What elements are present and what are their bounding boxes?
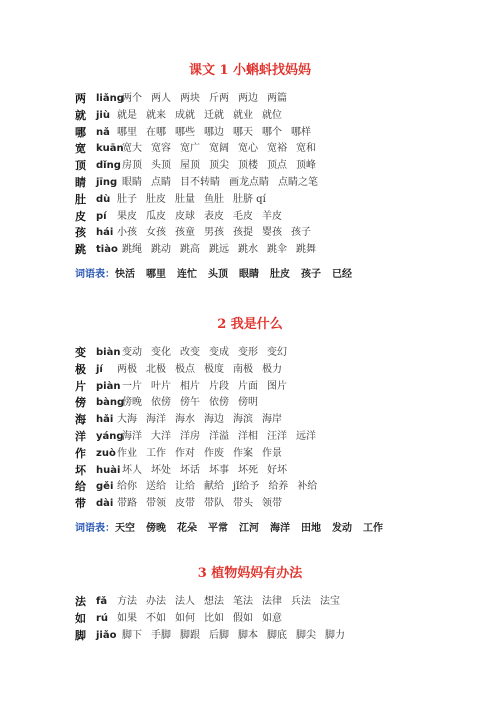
word: 在哪 [146,126,166,138]
word: 比如 [204,612,224,624]
word: 后脚 [209,629,229,641]
word: 兵法 [291,596,311,607]
character: 顶 [75,159,86,173]
word: 哪天 [233,126,253,138]
word: 法律 [262,596,282,607]
word: 带领 [146,498,166,510]
word: 极点 [175,363,195,375]
word: 表皮 [204,210,224,222]
word: 极度 [204,363,224,375]
word: 大海 [117,414,137,426]
vocab-word: 连忙 [177,269,197,280]
word-list [122,463,296,480]
vocab-label: 词语表： [75,269,115,280]
word: 作景 [262,447,282,459]
word-list [117,362,291,379]
word-list [117,479,326,496]
word: 点睛 [151,176,171,188]
word: 宽裕 [267,143,287,155]
word: 献给 [204,481,224,493]
word: 洋相 [238,430,258,442]
word: 如何 [175,612,195,624]
pinyin: dù [96,193,111,205]
word: 肚量 [175,193,195,205]
word: 宽容 [151,143,171,155]
pinyin: jiǎo [96,629,117,641]
word: 头顶 [151,160,171,172]
character: 变 [75,346,86,359]
character-row [0,125,500,142]
pinyin: hǎi [96,414,114,426]
word: 跳高 [180,244,200,256]
word: 不如 [146,612,166,624]
word: 成就 [175,109,195,121]
word: 跳绳 [122,244,142,256]
vocab-word: 江河 [239,523,259,534]
word: 两块 [180,93,200,104]
word-list [117,496,291,513]
character-row [0,611,500,628]
word: 跳水 [238,244,258,256]
character: 孩 [75,226,86,240]
word: 肚皮 [146,193,166,205]
vocab-word: 哪里 [146,269,166,280]
character-row [0,242,500,259]
pinyin: jīng [96,176,118,188]
word: 宽大 [122,143,142,155]
vocab-word: 田地 [301,523,321,534]
pinyin: biàn [96,347,121,358]
word: 孩提 [233,227,253,239]
word: 如意 [262,612,282,624]
word-list [117,611,291,628]
word: 脚本 [238,629,258,641]
word: 鱼肚 [204,193,224,205]
word: 坏处 [151,464,171,476]
word: 脚底 [267,629,287,641]
word: 北极 [146,363,166,375]
word: 就是 [117,109,137,121]
word: 脚力 [325,629,345,641]
word: 目不转睛 [180,176,220,188]
lesson-2 [0,316,500,534]
word-list [122,158,325,175]
vocab-word: 发动 [332,523,352,534]
vocab-word: 孩子 [301,269,321,280]
word: 极力 [262,363,282,375]
word: 带头 [233,498,253,510]
pinyin: dǐng [96,160,121,172]
word: 宽广 [180,143,200,155]
character-row [0,362,500,379]
word-list [117,446,291,463]
character-row [0,345,500,362]
character: 片 [75,379,86,393]
word: 跳伞 [267,244,287,256]
character-list [0,345,500,513]
word: 就位 [262,109,282,121]
word: 大洋 [151,430,171,442]
word: 南极 [233,363,253,375]
word: 毛皮 [233,210,253,222]
character-row [0,628,500,645]
character: 脚 [75,628,86,642]
character-list [0,594,500,644]
character-row [0,158,500,175]
word: 两极 [117,363,137,375]
word: 假如 [233,612,253,624]
word: 宽阔 [209,143,229,155]
word: 远洋 [296,430,316,442]
vocab-word: 天空 [115,523,135,534]
word-list [122,91,296,108]
word: 坏事 [209,464,229,476]
word: 给你 [117,481,137,493]
word: 小孩 [117,227,137,239]
word: 傍晚 [122,397,142,409]
character-row [0,429,500,446]
word: 顶峰 [296,160,316,172]
character-row [0,594,500,611]
character: 宽 [75,142,86,156]
character-row [0,192,500,209]
word-list [122,395,267,412]
word: 肚子 [117,193,137,205]
character-list [0,91,500,259]
word: 皮球 [175,210,195,222]
vocab-label: 词语表： [75,523,115,534]
word-list [122,175,327,192]
word: 点睛之笔 [278,176,318,188]
word: 办法 [146,596,166,607]
pinyin: gěi [96,481,114,493]
vocab-word: 已经 [332,269,352,280]
word: 法宝 [320,596,340,607]
word: 作对 [175,447,195,459]
pinyin: liǎng [96,93,124,104]
word-list [122,429,325,446]
word: 婴孩 [262,227,282,239]
word: 坏话 [180,464,200,476]
word: 海洋 [122,430,142,442]
character-row [0,379,500,396]
character-row [0,412,500,429]
word: 变动 [122,347,142,358]
character: 肚 [75,192,86,206]
word: 两人 [151,93,171,104]
word: 变成 [209,347,229,358]
vocab-word: 工作 [363,523,383,534]
word: 好坏 [267,464,287,476]
word: 叶片 [151,380,171,392]
word: 作废 [204,447,224,459]
character-row [0,108,500,125]
character-row [0,175,500,192]
vocab-word: 头顶 [208,269,228,280]
word: 变化 [151,347,171,358]
word: 两个 [122,93,142,104]
word: 画龙点睛 [229,176,269,188]
word: 宽心 [238,143,258,155]
word-list [122,628,354,645]
word-list [117,192,275,209]
word: 笔法 [233,596,253,607]
word: 肚脐 qí [233,193,266,205]
character: 海 [75,413,86,427]
word: 让给 [175,481,195,493]
word: 就业 [233,109,253,121]
word: 海岸 [262,414,282,426]
word-list [117,209,291,226]
character-row [0,225,500,242]
pinyin: nǎ [96,126,110,138]
word: 孩子 [291,227,311,239]
pinyin: fǎ [96,596,108,607]
vocab-word: 平常 [208,523,228,534]
word: 哪些 [175,126,195,138]
word: 想法 [204,596,224,607]
character: 傍 [75,396,86,410]
word: 变幻 [267,347,287,358]
pinyin: jiù [96,109,110,121]
word: 瓜皮 [146,210,166,222]
word: 跳动 [151,244,171,256]
word: 汪洋 [267,430,287,442]
word: 皮带 [175,498,195,510]
word: 洋溢 [209,430,229,442]
pinyin: huài [96,464,121,476]
word: 顶楼 [238,160,258,172]
word: 作案 [233,447,253,459]
lesson-title: 3 植物妈妈有办法 [197,566,303,581]
word: 海洋 [146,414,166,426]
word: 改变 [180,347,200,358]
character: 极 [75,362,86,376]
word: 依傍 [151,397,171,409]
vocab-words [115,523,394,534]
word: 孩童 [175,227,195,239]
word: 傍明 [238,397,258,409]
word: 哪样 [291,126,311,138]
word-list [117,594,349,611]
character-row [0,463,500,480]
vocab-word: 肚皮 [270,269,290,280]
word: 羊皮 [262,210,282,222]
word: 哪个 [262,126,282,138]
word: 送给 [146,481,166,493]
pinyin: pí [96,210,107,222]
lesson-title: 2 我是什么 [217,317,283,332]
character: 如 [75,611,86,625]
character: 法 [75,595,86,608]
pinyin: zuò [96,447,116,459]
word: 变形 [238,347,258,358]
word: 法人 [175,596,195,607]
word: 海边 [204,414,224,426]
pinyin: hái [96,227,114,239]
word: 手脚 [151,629,171,641]
pinyin: rú [96,612,109,624]
character: 皮 [75,209,86,223]
word: 脚尖 [296,629,316,641]
word: 作业 [117,447,137,459]
word: 眼睛 [122,176,142,188]
word: 顶尖 [209,160,229,172]
word: 屋顶 [180,160,200,172]
word: 男孩 [204,227,224,239]
word-list [122,141,325,158]
pinyin: kuān [96,143,124,155]
pinyin: tiào [96,244,118,256]
word: 带路 [117,498,137,510]
vocab-list [75,520,394,538]
character-row [0,209,500,226]
pinyin: piàn [96,380,121,392]
character: 带 [75,497,86,511]
word: 脚跟 [180,629,200,641]
vocab-word: 花朵 [177,523,197,534]
character-row [0,446,500,463]
word: 跳远 [209,244,229,256]
word-list [122,345,296,362]
character-row [0,141,500,158]
character: 跳 [75,243,86,257]
word: 图片 [267,380,287,392]
character: 睛 [75,175,86,189]
character-row [0,479,500,496]
word: 房顶 [122,160,142,172]
character: 作 [75,446,86,460]
word: 两篇 [267,93,287,104]
vocab-list [75,266,363,284]
word: 两边 [238,93,258,104]
word: 海水 [175,414,195,426]
vocab-words [115,269,363,280]
word: 片段 [209,380,229,392]
word: 哪里 [117,126,137,138]
character-row [0,496,500,513]
pinyin: yáng [96,430,124,442]
word: 如果 [117,612,137,624]
character-row [0,91,500,108]
word: 跳舞 [296,244,316,256]
word: 依傍 [209,397,229,409]
word: 宽和 [296,143,316,155]
character: 给 [75,480,86,494]
word: 补给 [297,481,318,493]
word: 哪边 [204,126,224,138]
word: 工作 [146,447,166,459]
word: 给养 [268,481,289,493]
word: 女孩 [146,227,166,239]
word-list [117,108,291,125]
character-row [0,395,500,412]
word: 方法 [117,596,137,607]
word-list [117,412,291,429]
word: 果皮 [117,210,137,222]
character: 就 [75,108,86,122]
word-list [117,125,320,142]
character: 两 [75,92,86,105]
word: 带队 [204,498,224,510]
character: 坏 [75,463,86,477]
lesson-3 [0,565,500,644]
word: 脚下 [122,629,142,641]
word: 斤两 [209,93,229,104]
vocab-word: 傍晚 [146,523,166,534]
word: 海滨 [233,414,253,426]
pinyin: jí [96,363,103,375]
word: 坏死 [238,464,258,476]
word: jǐ给予 [233,481,260,493]
lesson-title: 课文 1 小蝌蚪找妈妈 [188,63,312,78]
pinyin: bàng [96,397,125,409]
word: 片面 [238,380,258,392]
word: 坏人 [122,464,142,476]
word: 迁就 [204,109,224,121]
character: 洋 [75,429,86,443]
vocab-word: 海洋 [270,523,290,534]
word-list [122,379,296,396]
word: 傍午 [180,397,200,409]
word: 顶点 [267,160,287,172]
word: 洋房 [180,430,200,442]
word: 领带 [262,498,282,510]
pinyin: dài [96,498,114,510]
vocab-word: 快活 [115,269,135,280]
character: 哪 [75,125,86,139]
word: 相片 [180,380,200,392]
word-list [122,242,325,259]
lesson-1 [0,62,500,280]
word: 一片 [122,380,142,392]
word-list [117,225,320,242]
vocab-word: 眼睛 [239,269,259,280]
word: 就来 [146,109,166,121]
